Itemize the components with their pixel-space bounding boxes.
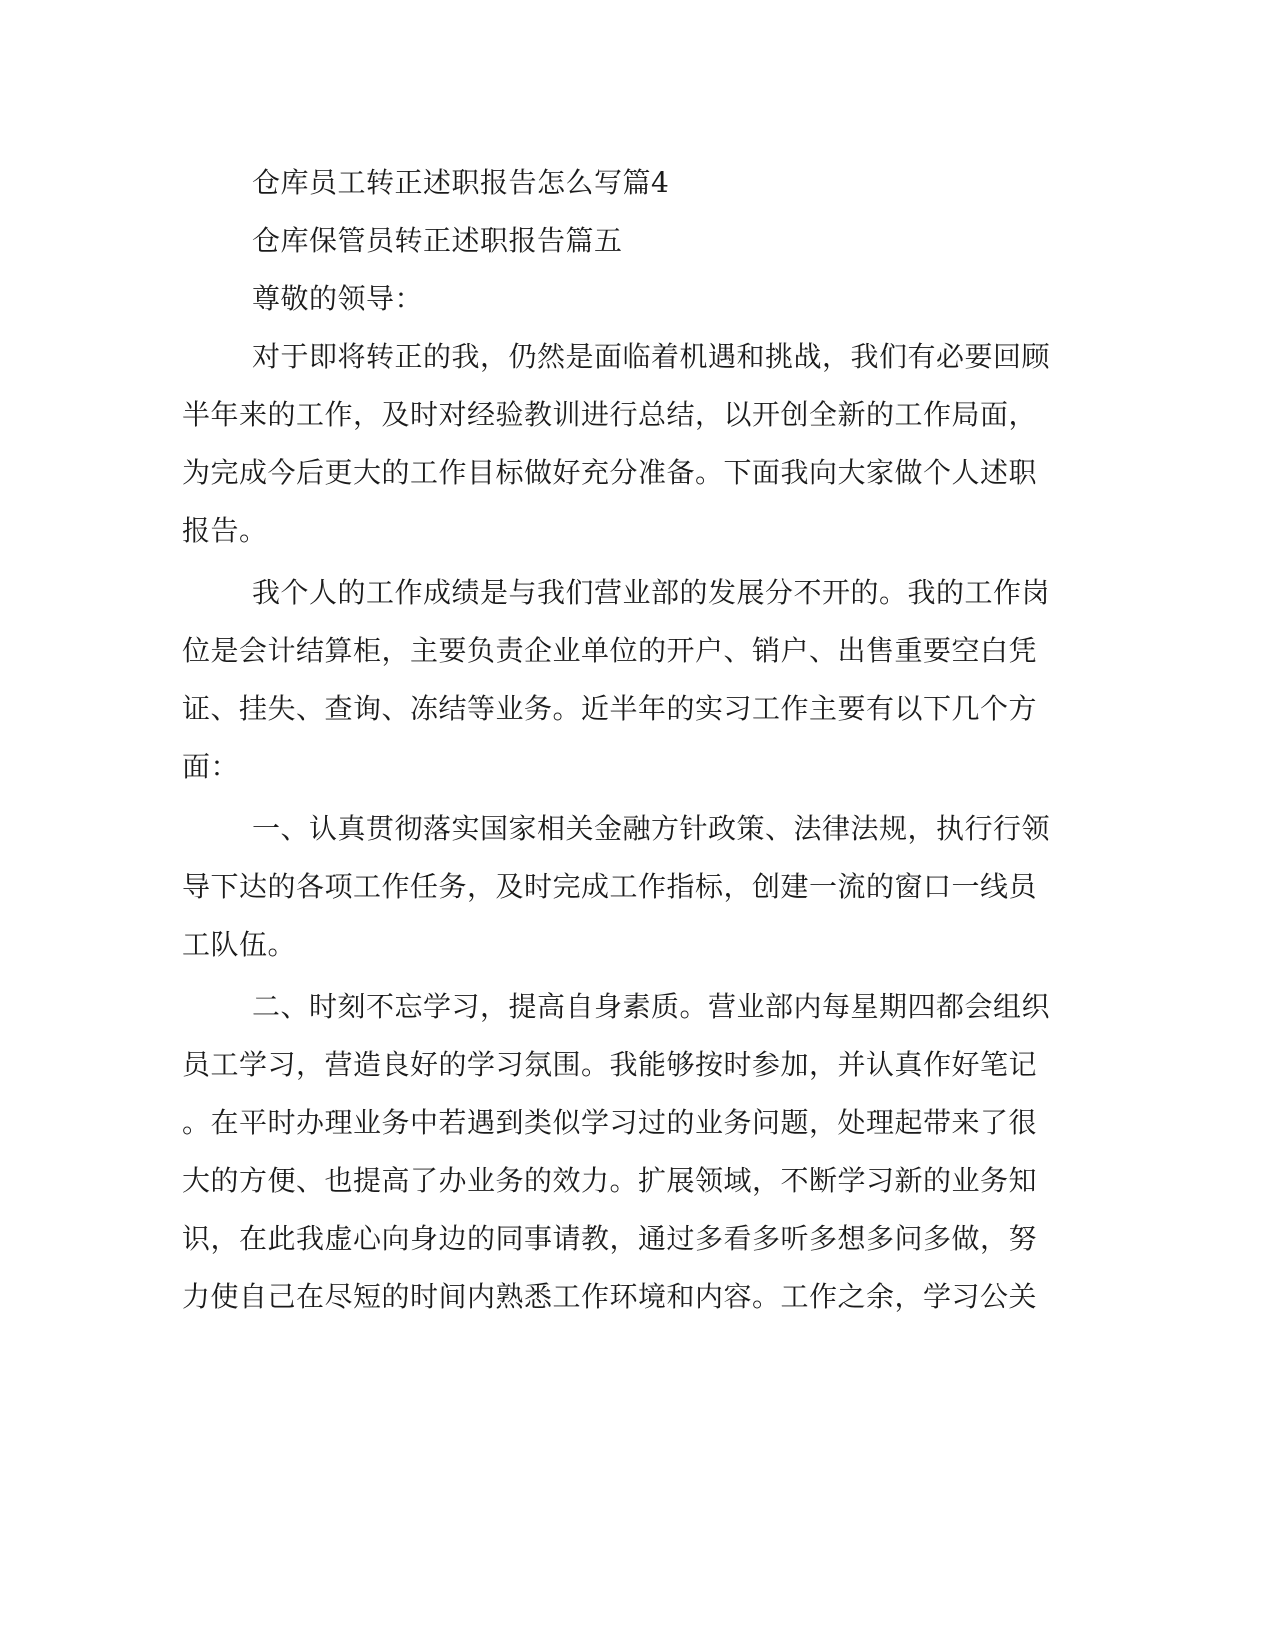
body-line: 面： — [182, 750, 240, 783]
body-line: 位是会计结算柜，主要负责企业单位的开户、销户、出售重要空白凭 — [182, 634, 1038, 667]
document-subtitle: 仓库保管员转正述职报告篇五 — [252, 224, 623, 257]
salutation: 尊敬的领导： — [252, 282, 424, 315]
body-line: 员工学习，营造良好的学习氛围。我能够按时参加，并认真作好笔记 — [182, 1048, 1038, 1081]
body-line: 为完成今后更大的工作目标做好充分准备。下面我向大家做个人述职 — [182, 456, 1038, 489]
body-line: 对于即将转正的我，仍然是面临着机遇和挑战，我们有必要回顾 — [252, 340, 1051, 373]
body-line: 报告。 — [182, 514, 268, 547]
body-line: 力使自己在尽短的时间内熟悉工作环境和内容。工作之余，学习公关 — [182, 1280, 1038, 1313]
body-line: 我个人的工作成绩是与我们营业部的发展分不开的。我的工作岗 — [252, 576, 1051, 609]
body-line: 半年来的工作，及时对经验教训进行总结，以开创全新的工作局面， — [182, 398, 1038, 431]
body-line: 工队伍。 — [182, 928, 297, 961]
body-line: 一、认真贯彻落实国家相关金融方针政策、法律法规，执行行领 — [252, 812, 1051, 845]
body-line: 证、挂失、查询、冻结等业务。近半年的实习工作主要有以下几个方 — [182, 692, 1038, 725]
body-line: 大的方便、也提高了办业务的效力。扩展领域，不断学习新的业务知 — [182, 1164, 1038, 1197]
body-line: 导下达的各项工作任务，及时完成工作指标，创建一流的窗口一线员 — [182, 870, 1038, 903]
body-line: 识，在此我虚心向身边的同事请教，通过多看多听多想多问多做，努 — [182, 1222, 1038, 1255]
body-line: 。在平时办理业务中若遇到类似学习过的业务问题，处理起带来了很 — [182, 1106, 1038, 1139]
document-title: 仓库员工转正述职报告怎么写篇4 — [252, 166, 670, 199]
body-line: 二、时刻不忘学习，提高自身素质。营业部内每星期四都会组织 — [252, 990, 1051, 1023]
